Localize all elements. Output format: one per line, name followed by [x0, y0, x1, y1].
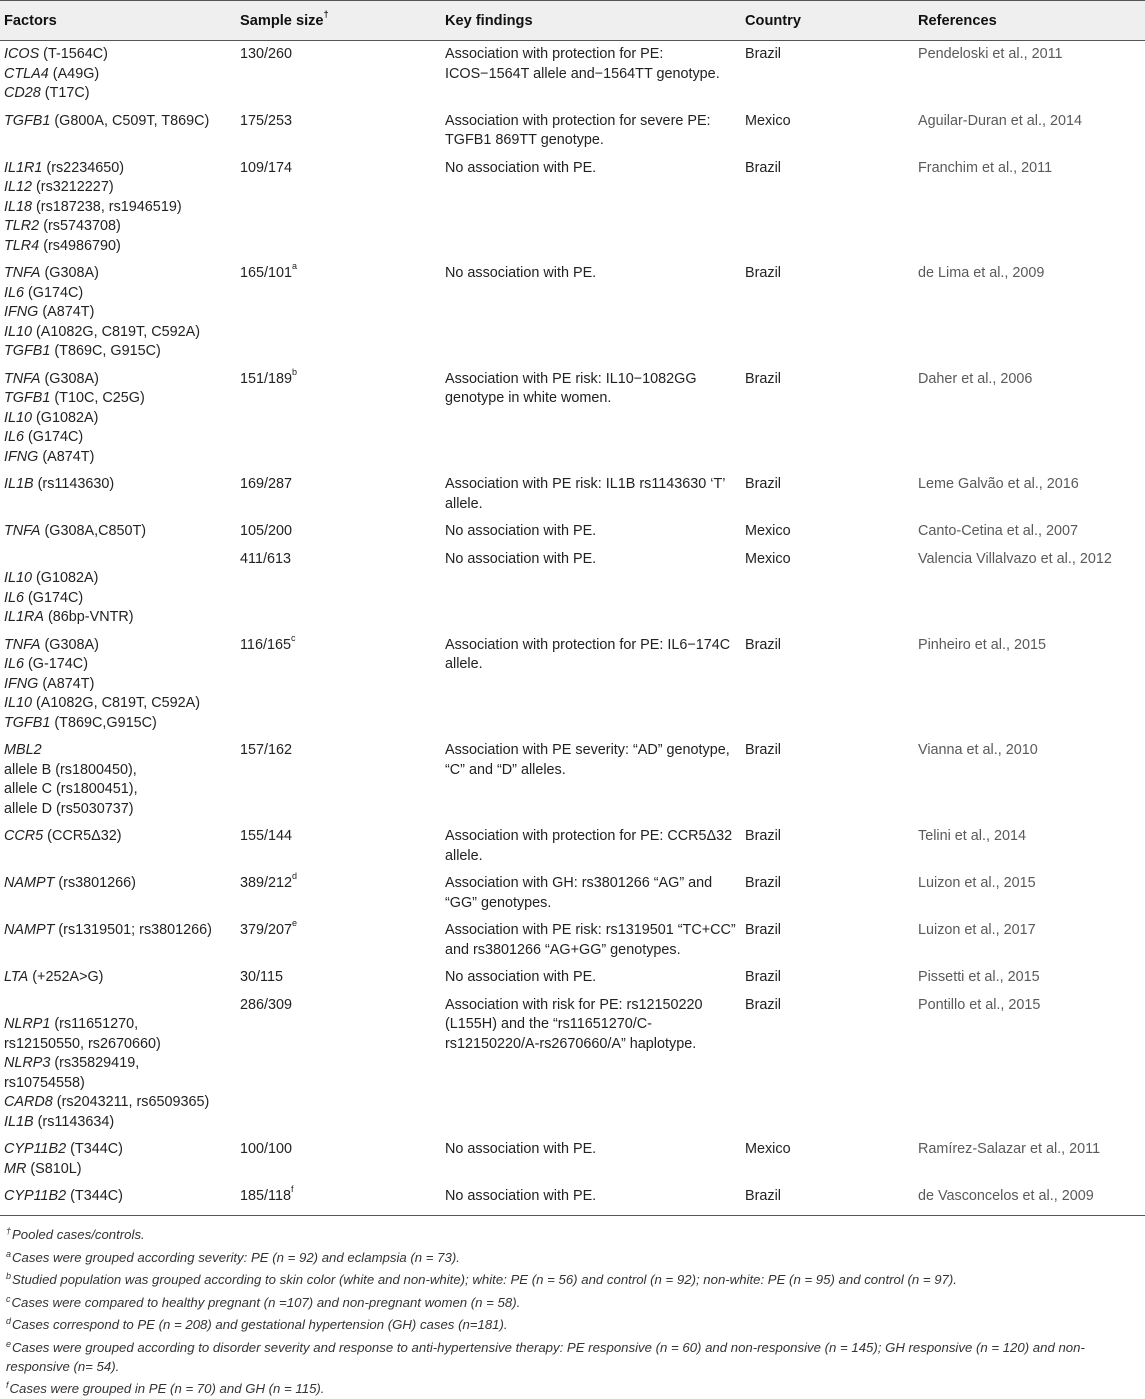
gene-variant: (G1082A) [32, 570, 99, 586]
factor-line [4, 1093, 236, 1113]
sample-size-value: 109/174 [240, 159, 293, 176]
gene-name: LTA [4, 969, 29, 985]
sample-size-cell [236, 917, 441, 964]
factors-cell [0, 992, 236, 1137]
gene-variant: (G-174C) [24, 656, 88, 672]
reference-cell: Luizon et al., 2017 [918, 922, 1036, 938]
country-cell: Brazil [745, 742, 781, 758]
gene-name: CTLA4 [4, 65, 49, 82]
sample-size-cell [236, 155, 441, 261]
factors-cell [0, 518, 236, 546]
key-findings-cell: Association with protection for PE: CCR5Δ32 allele. [445, 828, 733, 864]
factor-line [4, 1054, 236, 1074]
gene-variant: (A49G) [48, 65, 100, 82]
factors-cell [0, 737, 236, 823]
sample-size-cell [236, 108, 441, 155]
gene-name: TNFA [4, 523, 41, 539]
gene-name: CCR5 [4, 828, 44, 844]
gene-variant: (A874T) [38, 675, 95, 692]
key-findings-cell: No association with PE. [445, 1141, 597, 1157]
factors-cell [0, 1183, 236, 1215]
factor-line [4, 284, 236, 304]
factor-line [4, 1015, 236, 1035]
footnote-text: Cases correspond to PE (n = 208) and gestational hypertension (GH) cases (n=181). [12, 1317, 508, 1333]
gene-variant: (T10C, C25G) [50, 390, 145, 406]
gene-name: IL18 [4, 198, 33, 215]
gene-variant: (T-1564C) [39, 46, 108, 62]
gene-name: CYP11B2 [4, 1141, 67, 1157]
factor-line [4, 409, 236, 429]
reference-cell: Telini et al., 2014 [918, 828, 1026, 844]
footnote [6, 1290, 1141, 1313]
header-factors: Factors [0, 1, 236, 41]
sample-size-cell [236, 870, 441, 917]
factor-line [4, 237, 236, 257]
factor-line [4, 1074, 236, 1094]
gene-variant: (G800A, C509T, T869C) [50, 112, 210, 129]
reference-cell: Pissetti et al., 2015 [918, 969, 1040, 985]
gene-variant: (G308A) [40, 370, 99, 387]
reference-cell: Pendeloski et al., 2011 [918, 46, 1063, 62]
sample-size-value: 157/162 [240, 742, 293, 758]
sample-size-cell [236, 366, 441, 472]
table-row [0, 1136, 1145, 1183]
sample-size-value: 379/207 [240, 922, 293, 938]
table-row [0, 260, 1145, 366]
key-findings-cell: No association with PE. [441, 1183, 741, 1215]
gene-variant: (rs4986790) [39, 237, 121, 254]
gene-name: IFNG [4, 675, 39, 692]
gene-variant: (rs3801266) [54, 875, 136, 891]
factor-line [4, 178, 236, 198]
gene-variant: (A1082G, C819T, C592A) [32, 323, 200, 340]
factor-line [4, 655, 236, 675]
footnote-symbol: e [6, 1338, 12, 1349]
key-findings-cell: Association with protection for PE: ICOS−1564T allele and−1564TT genotype. [445, 46, 720, 82]
table-row [0, 518, 1145, 546]
country-cell: Brazil [745, 828, 781, 844]
gene-variant: (rs1143630) [33, 476, 115, 492]
sample-size-value: 185/118 [240, 1188, 291, 1204]
table-row [0, 41, 1145, 108]
factor-line [4, 522, 236, 542]
country-cell: Brazil [745, 46, 781, 62]
sample-size-value: 175/253 [240, 112, 293, 129]
table-row [0, 992, 1145, 1137]
gene-variant: (A1082G, C819T, C592A) [32, 695, 200, 711]
key-findings-cell: No association with PE. [445, 265, 597, 281]
factor-line [4, 675, 236, 695]
key-findings-cell: Association with protection for PE: IL6−174C allele. [445, 636, 731, 672]
gene-name: ICOS [4, 46, 40, 62]
gene-variant: (A874T) [38, 448, 95, 465]
gene-name: IL10 [4, 695, 33, 711]
sample-size-value: 169/287 [240, 476, 293, 492]
footnote-mark: e [292, 918, 298, 929]
footnote-symbol: b [6, 1271, 12, 1282]
gene-variant: allele D (rs5030737) [4, 800, 134, 817]
gene-name: IL12 [4, 179, 33, 195]
header-country: Country [741, 1, 914, 41]
reference-cell: Aguilar-Duran et al., 2014 [918, 112, 1082, 129]
key-findings-cell: Association with protection for severe PE: TGFB1 869TT genotype. [445, 112, 711, 148]
table-row [0, 917, 1145, 964]
table-row [0, 471, 1145, 518]
factor-line [4, 968, 236, 988]
key-findings-cell: Association with PE risk: rs1319501 “TC+CC” and rs3801266 “AG+GG” genotypes. [445, 922, 736, 958]
gene-variant: (rs1143634) [33, 1113, 115, 1130]
factor-line [4, 45, 236, 65]
factors-cell [0, 964, 236, 992]
factor-line [4, 448, 236, 468]
gene-name: MR [4, 1160, 27, 1177]
table-row [0, 823, 1145, 870]
footnote-text: Cases were grouped according to disorder severity and response to anti-hypertensive therapy: PE responsive (n = 60) and non-responsive (n = 145); GH responsive (n = 120) and non-responsive (n= 54). [6, 1339, 1085, 1374]
gene-variant: (G308A) [40, 265, 99, 281]
sample-size-cell [236, 964, 441, 992]
table-row [0, 546, 1145, 632]
sample-size-cell [236, 546, 441, 632]
footnote-mark: a [292, 261, 298, 272]
factor-line [4, 475, 236, 495]
sample-size-cell [236, 992, 441, 1137]
reference-cell: Vianna et al., 2010 [918, 742, 1038, 758]
factor-line [4, 303, 236, 323]
sample-size-value: 130/260 [240, 46, 293, 62]
gene-name: IL1R1 [4, 159, 43, 176]
reference-cell: Luizon et al., 2015 [918, 875, 1036, 891]
gene-variant: (G174C) [24, 429, 84, 445]
key-findings-cell: Association with PE severity: “AD” genotype, “C” and “D” alleles. [445, 742, 730, 778]
key-findings-cell: Association with risk for PE: rs12150220 (L155H) and the “rs11651270/C-rs12150220/A-rs2670660/A” haplotype. [445, 996, 703, 1052]
table-row [0, 737, 1145, 823]
gene-name: NLRP1 [4, 1016, 51, 1032]
header-sample-size-mark: † [323, 9, 329, 20]
gene-variant: (+252A>G) [28, 969, 104, 985]
key-findings-cell: No association with PE. [445, 550, 597, 567]
reference-cell: Daher et al., 2006 [918, 370, 1033, 387]
country-cell: Brazil [745, 996, 781, 1013]
reference-cell: de Lima et al., 2009 [918, 265, 1045, 281]
factor-line [4, 264, 236, 284]
sample-size-value: 105/200 [240, 523, 293, 539]
gene-variant: (CCR5Δ32) [43, 828, 122, 844]
gene-name: IL6 [4, 429, 25, 445]
header-row [0, 1, 1145, 41]
factor-line [4, 1160, 236, 1180]
reference-cell: Valencia Villalvazo et al., 2012 [918, 550, 1112, 567]
gene-name: IL10 [4, 323, 33, 340]
factor-line [4, 589, 236, 609]
footnote [6, 1335, 1141, 1376]
gene-name: TNFA [4, 370, 41, 387]
factor-line [4, 342, 236, 362]
gene-variant: allele C (rs1800451), [4, 781, 138, 797]
factors-cell [0, 870, 236, 917]
factor-line [4, 1187, 236, 1207]
sample-size-value: 286/309 [240, 996, 293, 1013]
gene-name: IL1RA [4, 609, 44, 625]
factor-line [4, 217, 236, 237]
factor-line [4, 741, 236, 761]
key-findings-cell: No association with PE. [445, 523, 597, 539]
sample-size-cell [236, 1136, 441, 1183]
table-row [0, 155, 1145, 261]
table-row [0, 870, 1145, 917]
factor-line [4, 112, 236, 132]
footnote [6, 1376, 1141, 1399]
factor-line [4, 428, 236, 448]
footnote-mark: b [292, 366, 298, 377]
factor-line [4, 550, 236, 570]
sample-size-value: 116/165 [240, 636, 291, 653]
sample-size-cell [236, 737, 441, 823]
key-findings-cell: Association with PE risk: IL1B rs1143630 ‘T’ allele. [445, 476, 725, 512]
gene-variant: (G308A) [40, 636, 99, 653]
factor-line [4, 694, 236, 714]
gene-name: TGFB1 [4, 112, 51, 129]
gene-variant: (rs1319501; rs3801266) [54, 922, 212, 938]
factor-line [4, 714, 236, 734]
gene-variant: (rs2234650) [42, 159, 125, 176]
gene-name: IL6 [4, 284, 25, 301]
reference-cell: Pinheiro et al., 2015 [918, 636, 1047, 653]
country-cell: Mexico [745, 1141, 791, 1157]
footnote-mark: c [290, 632, 296, 643]
factor-line [4, 921, 236, 941]
gene-name: IL1B [4, 1113, 34, 1130]
gene-name: TNFA [4, 636, 41, 653]
country-cell: Mexico [745, 112, 791, 129]
footnote [6, 1267, 1141, 1290]
gene-name: CARD8 [4, 1094, 53, 1110]
factor-line [4, 323, 236, 343]
footnote-symbol: † [6, 1226, 12, 1236]
footnote-symbol: f [6, 1380, 9, 1391]
gene-variant: allele B (rs1800450), [4, 761, 137, 778]
gene-name: IFNG [4, 448, 39, 465]
country-cell: Brazil [745, 969, 781, 985]
factors-cell [0, 260, 236, 366]
country-cell: Mexico [745, 550, 791, 567]
gene-variant: (T869C, G915C) [50, 343, 161, 359]
footnote [6, 1312, 1141, 1335]
gene-name: NAMPT [4, 922, 55, 938]
factor-line [4, 569, 236, 589]
country-cell: Brazil [745, 875, 781, 891]
sample-size-cell [236, 1183, 441, 1215]
gene-variant [4, 997, 8, 1013]
factor-line [4, 1140, 236, 1160]
factor-line [4, 1113, 236, 1133]
sample-size-value: 151/189 [240, 370, 293, 387]
gene-variant: (T17C) [40, 85, 90, 101]
country-cell: Brazil [745, 265, 781, 281]
key-findings-cell: Association with PE risk: IL10−1082GG genotype in white women. [445, 370, 697, 406]
table-footnotes [6, 1222, 1141, 1399]
gene-variant: (rs35829419, [50, 1055, 140, 1071]
table-row [0, 632, 1145, 738]
gene-variant: (T869C,G915C) [50, 714, 157, 731]
gene-variant: (G1082A) [32, 409, 99, 426]
gene-name: IL10 [4, 409, 33, 426]
factors-cell [0, 366, 236, 472]
gene-variant: (rs187238, rs1946519) [32, 198, 182, 215]
footnote-text: Cases were grouped in PE (n = 70) and GH (n = 115). [9, 1381, 325, 1397]
header-references: References [914, 1, 1145, 41]
footnote [6, 1222, 1141, 1245]
gene-variant: (rs11651270, [50, 1016, 139, 1032]
factor-line [4, 389, 236, 409]
sample-size-value: 411/613 [240, 550, 291, 567]
table-row [0, 964, 1145, 992]
header-sample-size-label: Sample size [240, 13, 324, 29]
key-findings-cell: No association with PE. [445, 159, 597, 176]
gene-name: TLR2 [4, 218, 40, 234]
factor-line [4, 159, 236, 179]
country-cell: Brazil [745, 636, 781, 653]
gene-variant: (rs5743708) [39, 218, 121, 234]
gene-variant: rs12150550, rs2670660) [4, 1035, 161, 1052]
factors-cell [0, 632, 236, 738]
gene-variant [4, 551, 8, 567]
factor-line [4, 996, 236, 1016]
gene-name: NAMPT [4, 875, 55, 891]
footnote-text: Cases were compared to healthy pregnant (n =107) and non-pregnant women (n = 58). [11, 1294, 521, 1310]
gene-variant: (A874T) [38, 304, 95, 320]
table-row [0, 366, 1145, 472]
factor-line [4, 198, 236, 218]
footnote-symbol: c [6, 1293, 11, 1304]
header-sample-size [236, 1, 441, 41]
table-row [0, 1183, 1145, 1215]
country-cell: Brazil [745, 370, 781, 387]
gene-name: IFNG [4, 304, 39, 320]
footnote-mark: d [292, 871, 298, 882]
sample-size-cell [236, 518, 441, 546]
gene-variant: (86bp-VNTR) [44, 609, 134, 625]
factor-line [4, 608, 236, 628]
factors-cell [0, 41, 236, 108]
factor-line [4, 874, 236, 894]
footnote-text: Pooled cases/controls. [12, 1227, 145, 1242]
gene-name: CD28 [4, 85, 41, 101]
reference-cell: Leme Galvão et al., 2016 [918, 476, 1079, 492]
factor-line [4, 780, 236, 800]
header-key-findings: Key findings [441, 1, 741, 41]
sample-size-value: 389/212 [240, 875, 293, 891]
factor-line [4, 84, 236, 104]
footnote-text: Studied population was grouped according to skin color (white and non-white); white: PE (n = 56) and control (n = 92); non-white: PE (n = 95) and control (n = 97). [12, 1272, 957, 1288]
gene-variant: (rs2043211, rs6509365) [52, 1094, 210, 1110]
gene-variant: (G308A,C850T) [40, 523, 147, 539]
reference-cell: Franchim et al., 2011 [918, 159, 1053, 176]
sample-size-cell [236, 632, 441, 738]
sample-size-value: 100/100 [240, 1141, 293, 1157]
gene-name: NLRP3 [4, 1055, 51, 1071]
country-cell: Brazil [745, 159, 781, 176]
sample-size-cell [236, 41, 441, 108]
gene-name: MBL2 [4, 742, 42, 758]
factors-cell [0, 546, 236, 632]
sample-size-cell [236, 823, 441, 870]
key-findings-cell: No association with PE. [445, 969, 597, 985]
factor-line [4, 65, 236, 85]
reference-cell: Canto-Cetina et al., 2007 [918, 523, 1078, 539]
factors-cell [0, 823, 236, 870]
factor-line [4, 827, 236, 847]
reference-cell: de Vasconcelos et al., 2009 [914, 1183, 1145, 1215]
gene-variant: (S810L) [26, 1160, 82, 1177]
country-cell: Brazil [741, 1183, 914, 1215]
sample-size-value: 165/101 [240, 265, 293, 281]
gene-variant: (G174C) [24, 284, 84, 301]
footnote-text: Cases were grouped according severity: PE (n = 92) and eclampsia (n = 73). [12, 1249, 460, 1265]
factor-line [4, 761, 236, 781]
gene-name: IL1B [4, 476, 34, 492]
key-findings-cell: Association with GH: rs3801266 “AG” and “GG” genotypes. [445, 875, 713, 911]
country-cell: Brazil [745, 476, 781, 492]
reference-cell: Pontillo et al., 2015 [918, 996, 1041, 1013]
factor-line [4, 370, 236, 390]
country-cell: Mexico [745, 523, 791, 539]
gene-name: CYP11B2 [4, 1188, 67, 1204]
sample-size-cell [236, 471, 441, 518]
factors-cell [0, 471, 236, 518]
gene-name: TGFB1 [4, 343, 51, 359]
factors-cell [0, 155, 236, 261]
sample-size-value: 30/115 [240, 969, 283, 985]
factors-cell [0, 108, 236, 155]
gene-name: IL6 [4, 589, 25, 606]
footnote-mark: f [290, 1184, 294, 1195]
gene-name: TGFB1 [4, 390, 51, 406]
footnote-symbol: a [6, 1248, 12, 1259]
factor-line [4, 636, 236, 656]
gene-variant: (T344C) [66, 1188, 123, 1204]
country-cell: Brazil [745, 922, 781, 938]
gene-variant: (T344C) [66, 1141, 123, 1157]
reference-cell: Ramírez-Salazar et al., 2011 [918, 1141, 1101, 1157]
footnote [6, 1245, 1141, 1268]
table-row [0, 108, 1145, 155]
gene-name: IL10 [4, 570, 33, 586]
gene-name: TGFB1 [4, 714, 51, 731]
factors-cell [0, 1136, 236, 1183]
sample-size-cell [236, 260, 441, 366]
gene-name: TNFA [4, 265, 41, 281]
footnote-symbol: d [6, 1316, 12, 1327]
gene-name: IL6 [4, 656, 25, 672]
factor-line [4, 800, 236, 820]
gene-variant: rs10754558) [4, 1074, 85, 1091]
factors-cell [0, 917, 236, 964]
sample-size-value: 155/144 [240, 828, 293, 844]
gene-variant: (G174C) [24, 589, 84, 606]
table-body [0, 41, 1145, 1216]
factor-line [4, 1035, 236, 1055]
gene-variant: (rs3212227) [32, 179, 114, 195]
gene-name: TLR4 [4, 237, 40, 254]
